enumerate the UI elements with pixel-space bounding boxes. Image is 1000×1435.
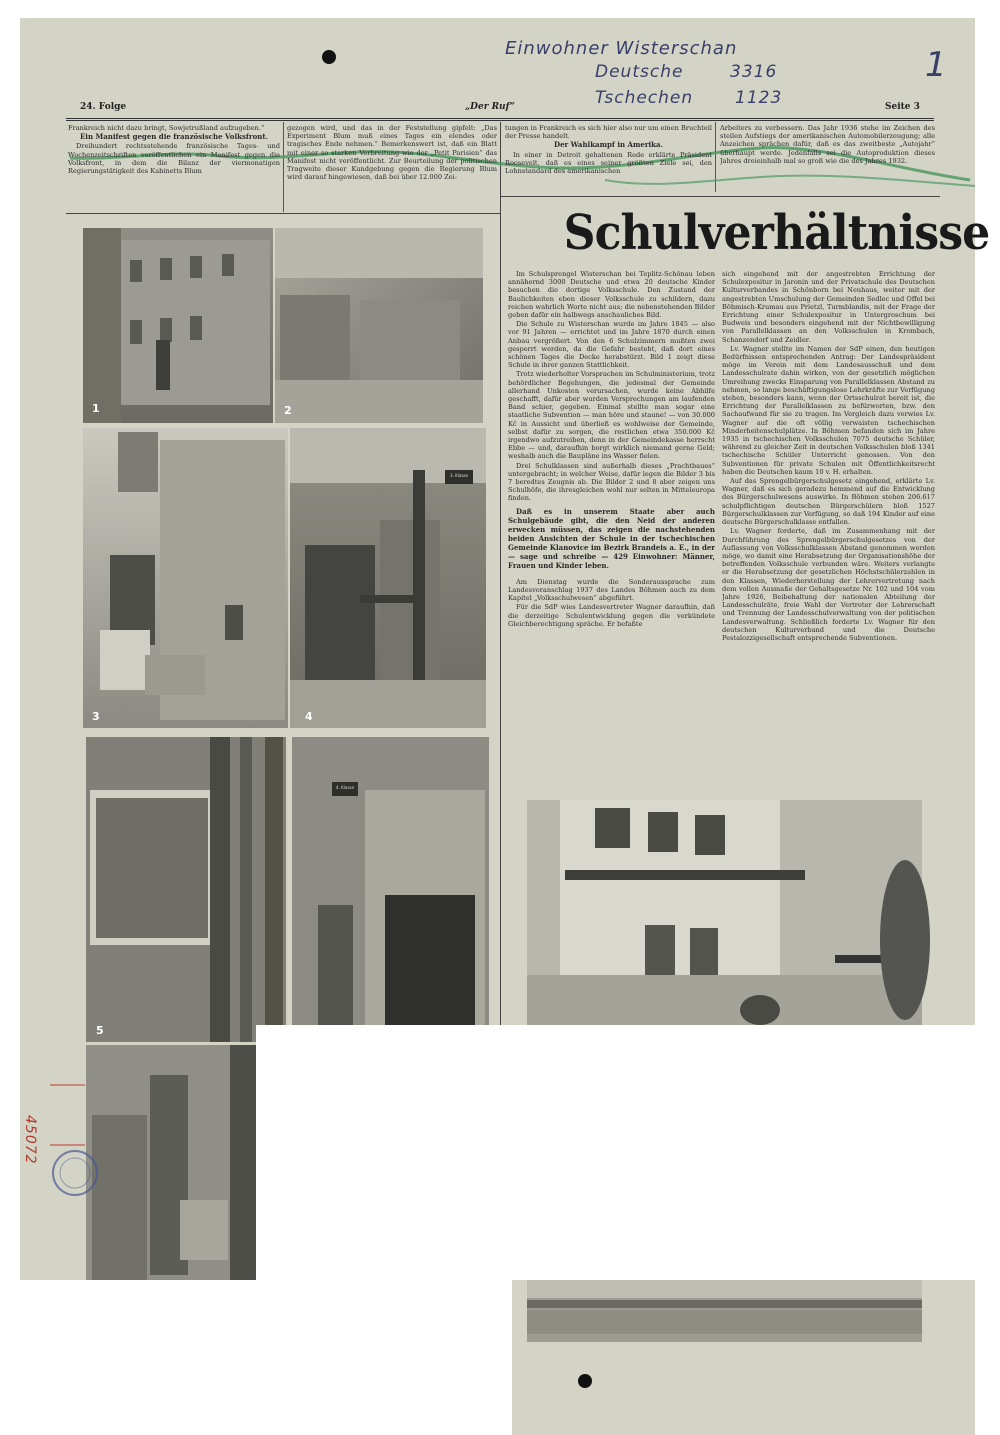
col3-subheading: Der Wahlkampf in Amerika. xyxy=(554,140,663,150)
article-para-4: Drei Schulklassen sind außerhalb dieses „Prachtbaues“ untergebracht; in welcher Weise, dafür legen die Bilder 3 bis 7 beredtes Zeugnis ab. Die Bilder 2 und 8 aber zeigen uns Schulhöfe, die ihresgleichen wohl nur selten in Mitteleuropa finden. xyxy=(508,461,715,503)
col4-text: Arbeiters zu verbessern. Das Jahr 1936 stehe im Zeichen des steilen Aufstiegs der amerikanischen Automobilerzeugung; alle Anzeichen sprächen dafür, daß es das zweitbeste „Autojahr“ überhaupt werde. Jedenfalls sei die Autoproduktion dieses Jahres dreieinhalb mal so groß wie die des Jahres 1932. xyxy=(720,124,935,165)
top-column-4 xyxy=(720,124,935,194)
handwritten-germans-label: Deutsche xyxy=(595,62,684,82)
handwritten-page-mark: 1 xyxy=(925,45,948,85)
newspaper-name: „Der Ruf“ xyxy=(465,102,515,112)
col3-intro: tungen in Frankreich es sich hier also nur um einen Bruchteil der Presse handelt. xyxy=(505,124,712,141)
sign-class-4: 4. Klasse xyxy=(336,785,354,790)
issue-number: 24. Folge xyxy=(80,102,127,112)
white-patch-bottom-right xyxy=(975,1280,1000,1435)
col1-subheading: Ein Manifest gegen die französische Volksfront. xyxy=(79,132,269,142)
article-para-6: Für die SdP wies Landesvertreter Wagner daraufhin, daß die derzeitige Schulentwicklung gegen die verkündete Gleichberechtigung spräche. Er befaßte xyxy=(508,603,715,628)
article-right-para-2: Lv. Wagner stellte im Namen der SdP einen, den heutigen Bedürfnissen entsprechenden Antrag: Der Landespräsident möge im Verein mit dem Landesausschuß und dem Landesschulrate dahin wirken, von der gesetzlich möglichen Umreihung zwecks Einsparung von Parallelklassen Abstand zu nehmen, so lange beschäftigungslose Lehrkräfte zur Verfügung stehen, besonders kann, wenn der Ortsschulrat bereit ist, die Errichtung der Parallelklassen zu befürworten, bzw. den Sachaufwand für sie zu tragen. Im Vergleich dazu verwies Lv. Wagner auf die oft völlig verwaisten tschechischen Minderheitenschulplätze. In Böhmen befanden sich im Jahre 1935 in tschechischen Volksschulen 7075 deutsche Schüler, während zu gleicher Zeit in deutschen Volksschulen bloß 1341 tschechische Schüler Unterricht genossen. Von den Subventionen für private Schulen mit Öffentlichkeitsrecht haben die Deutschen kaum 10 v. H. erhalten. xyxy=(722,344,935,476)
col1-intro: Frankreich nicht dazu bringt, Sowjetrußland aufzugeben.“ xyxy=(68,124,265,132)
article-title: Schulverhältnisse xyxy=(563,205,990,261)
photo-number-4: 4 xyxy=(305,710,313,723)
archive-stamp xyxy=(53,1151,97,1195)
article-left-column xyxy=(508,270,715,792)
article-right-para-3: Auf das Sprengelbürgerschulgesetz eingehend, erklärte Lv. Wagner, daß es sich geradezu hemmend auf die Entwicklung des Bürgerschulwesens auswirke. In Böhmen stehen 206.617 schulpflichtigen deutschen Bürgerschülern bloß 1527 Bürgerschulklassen zur Verfügung, so daß 194 Kinder auf eine deutsche Bürgerschulklasse entfallen. xyxy=(722,477,935,527)
school-photo-bottom xyxy=(527,1280,922,1342)
school-photo-klanovice xyxy=(527,800,930,1025)
handwritten-czechs-label: Tschechen xyxy=(595,88,694,108)
top-column-2 xyxy=(287,124,497,212)
article-bold-para: Daß es in unserem Staate aber auch Schulgebäude gibt, die den Neid der anderen erwecken müssen, das zeigen die nachstehenden beiden Ansichten der Schule in der tschechischen Gemeinde Klanovice im Bezirk Brandeis a. E., in der — sage und schreibe — 429 Einwohner: Männer, Frauen und Kinder leben. xyxy=(508,506,715,570)
col2-text: gezogen wird, und das in der Feststellung gipfelt: „Das Experiment Blum muß eines Tages ein elendes oder tragisches Ende nehmen.“ Bemerkenswert ist, daß ein Blatt mit einer so starken Verbreitung wie der „Petit Parisien“ das Manifest nicht veröffentlicht. Zur Beurteilung der politischen Tragweite dieser Kundgebung gegen die Regierung Blum wird darauf hingewiesen, daß bei über 12.000 Zei- xyxy=(287,124,497,182)
article-right-para-4: Lv. Wagner forderte, daß im Zusammenhang mit der Durchführung des Sprengelbürgerschulgesetzes von der Auflassung von Volksschulklassen Abstand genommen werden möge, wo damit eine Herabsetzung der Organisationshöhe der betreffenden Volksschule verbunden wäre. Weiters verlangte er die Herabsetzung der gesetzlichen Höchstschülerzahlen in den Klassen, Wiederherstellung der Lehrervertretung nach dem vollen Ausmaße der Gehaltsgesetze Nr. 102 und 104 vom Jahre 1926, Beibehaltung der nationalen Abteilung der Landesschulräte, freie Wahl der Vertreter der Lehrerschaft und Trennung der Landesschulverwaltung von der politischen Landesverwaltung. Schließlich forderte Lv. Wagner für den deutschen Kulturverband und die Deutsche Pestalozzigesellschaft entsprechende Subventionen. xyxy=(722,527,935,642)
white-patch-bottom-left xyxy=(0,1280,512,1435)
top-column-3 xyxy=(505,124,712,194)
article-para-2: Die Schule zu Wisterschan wurde im Jahre 1845 — also vor 91 Jahren — errichtet und im Jahre 1870 durch einen Anbau vergrößert. Von den 6 Schulzimmern mußten zwei gesperrt werden, da die Gefahr besteht, daß dort eines schönen Tages die Decke herabstürzt. Bild 1 zeigt diese Schule in ihrer ganzen Stattlichkeit. xyxy=(508,320,715,370)
photo-number-2: 2 xyxy=(284,404,292,417)
handwritten-residents: Einwohner Wisterschan xyxy=(505,38,738,59)
photo-number-5: 5 xyxy=(96,1024,104,1037)
col1-text: Dreihundert rechtsstehende französische Tages- und Wochenzeitschriften veröffentlichen ein Manifest gegen die Volksfront, in dem die Bilanz der viermonatigen Regierungstätigkeit des Kabinetts Blum xyxy=(68,142,280,176)
punch-hole-bottom xyxy=(578,1374,592,1388)
handwritten-czechs-count: 1123 xyxy=(735,88,783,108)
punch-hole-top xyxy=(322,50,336,64)
photo-number-1: 1 xyxy=(92,402,100,415)
top-column-1 xyxy=(68,124,280,214)
article-right-para-1: sich eingehend mit der angestrebten Errichtung der Schulexpositur in Jaronin und der Privatschule des Deutschen Kulturverbandes in Schönborn bei Neuhaus, weiter mit der angestrebten Umschulung der Gemeinden Sedlec und Offel bei Böhmisch-Krumau aus Prietzl, Turmblandis, mit der Frage der Errichtung einer Schulexpositur in Untergroschum bei Budweis und besonders eingehend mit der Nichtbewilligung von Parallelklassen an den Volksschulen in Krombach, Schanzendorf und Zeidler. xyxy=(722,270,935,344)
article-right-column xyxy=(722,270,935,792)
photo-number-3: 3 xyxy=(92,710,100,723)
white-patch-center xyxy=(256,1025,1000,1280)
col3-text: In einer in Detroit gehaltenen Rede erklärte Präsident Roosevelt, daß es eines seiner größten Ziele sei, den Lohnstandard des amerikanischen xyxy=(505,150,712,176)
handwritten-margin-number: 45072 xyxy=(22,1115,38,1165)
page-number: Seite 3 xyxy=(885,102,920,112)
article-para-3: Trotz wiederholter Vorsprachen im Schulministerium, trotz behördlicher Begehungen, die jedesmal der Gemeinde allerhand Unkosten verursachen, wurde keine Abhilfe geschafft, dafür aber wurden Versprechungen am laufenden Band schier, gegeben. Einmal stellte man sogar eine staatliche Subvention — man höre und staune! — von 30.000 Kč in Aussicht und überließ es wohlweise der Gemeinde, selbst dafür zu sorgen, die restlichen etwa 350.000 Kč irgendwo aufzutreiben, denn in der Gemeindekasse herrscht Ebbe — und, daraufhin borgt wirklich niemand gerne Geld; weshalb auch die Baupläne ins Wasser fielen. xyxy=(508,370,715,461)
article-para-5: Am Dienstag wurde die Sonderaussprache zum Landesvoranschlag 1937 des Landes Böhmen auch zu dem Kapitel „Volksschulwesen“ abgeführt. xyxy=(508,577,715,603)
article-para-1: Im Schulsprengel Wisterschan bei Teplitz-Schönau leben annähernd 3000 Deutsche und etwa 20 deutsche Kinder besuchen die dortige Volksschule. Den Zustand der Baulichkeiten eben dieser Volksschule zu schildern, dazu reichen wahrlich Worte nicht aus; die nebenstehenden Bilder geben dafür ein halbwegs anschauliches Bild. xyxy=(508,270,715,320)
sign-class-3: 3. Klasse xyxy=(450,473,468,478)
handwritten-germans-count: 3316 xyxy=(730,62,778,82)
